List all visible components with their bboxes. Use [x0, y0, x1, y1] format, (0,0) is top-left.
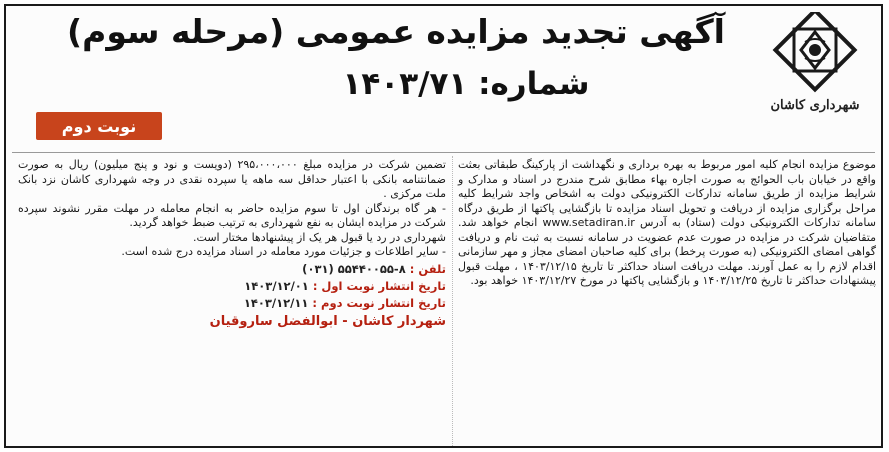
municipality-logo	[751, 12, 879, 122]
forfeit-paragraph: - هر گاه برندگان اول تا سوم مزایده حاضر به انجام معامله در مهلت مقرر نشوند سپرده شرکت در مزایده ایشان به نفع شهرداری به ترتیب ضبط خواهد گردید.	[18, 201, 446, 229]
first-date-value: ۱۴۰۳/۱۲/۰۱	[244, 278, 309, 293]
kashan-emblem-icon	[767, 12, 863, 96]
notice-number: شماره: ۱۴۰۳/۷۱	[342, 66, 590, 102]
first-publish-line	[18, 278, 446, 294]
second-date-label: تاریخ انتشار نوبت دوم :	[312, 295, 446, 310]
details-paragraph: - سایر اطلاعات و جزئیات مورد معامله در اسناد مزایده درج شده است.	[121, 245, 446, 258]
column-divider	[452, 156, 453, 446]
left-column	[18, 158, 446, 329]
second-publish-line	[18, 295, 446, 311]
rejection-paragraph: شهرداری در رد یا قبول هر یک از پیشنهادها مختار است.	[193, 230, 446, 244]
right-column	[458, 158, 876, 289]
notice-frame	[4, 4, 883, 448]
phone-value: ۸-۵۵۴۴۰۰۵۵ (۰۳۱)	[302, 261, 406, 276]
subject-paragraph: موضوع مزایده انجام کلیه امور مربوط به بهره برداری و نگهداشت از پارکینگ طبقاتی بعثت واقع در خیابان باب الحوائج به صورت اجاره بهاء مطابق شرح مندرج در اسناد و مدارک و شرایط مزایده از طریق سامانه تدارکات الکترونیکی دولت به اشخاص واجد شرایط کلیه مراحل برگزاری مزایده از دریافت و تحویل اسناد مزایده تا بازگشایی پاکتها از طریق درگاه سامانه تدارکات الکترونیکی دولت (ستاد) به آدرس www.setadiran.ir انجام خواهد شد. متقاضیان شرکت در مزایده در صورت عدم عضویت در سامانه نسبت به ثبت نام و دریافت گواهی امضای الکترونیکی (به صورت پرخط) برای کلیه صاحبان امضای مجاز و مهر سازمانی اقدام لازم را به عمل آورند. مهلت دریافت اسناد حداکثر تا تاریخ ۱۴۰۳/۱۲/۱۵ ، مهلت قبول پیشنهادات حداکثر تا تاریخ ۱۴۰۳/۱۲/۲۵ و بازگشایی پاکتها در مورخ ۱۴۰۳/۱۲/۲۷ خواهد بود.	[458, 158, 877, 287]
second-date-value: ۱۴۰۳/۱۲/۱۱	[243, 295, 309, 310]
first-date-label: تاریخ انتشار نوبت اول :	[312, 278, 446, 293]
header-divider	[12, 152, 875, 153]
guarantee-paragraph: تضمین شرکت در مزایده مبلغ ۲۹۵،۰۰۰،۰۰۰ (دویست و نود و پنج میلیون) ریال به صورت ضمانتنامه بانکی با اعتبار حداقل سه ماهه یا سپرده نقدی در وجه شهرداری کاشان نزد بانک ملت مرکزی .	[18, 158, 446, 200]
phone-line	[18, 261, 446, 277]
round-badge: نوبت دوم	[36, 112, 162, 140]
mayor-signature: شهردار کاشان - ابوالفضل ساروقیان	[209, 313, 446, 329]
logo-caption: شهرداری کاشان	[770, 98, 860, 113]
notice-title: آگهی تجدید مزایده عمومی (مرحله سوم)	[67, 12, 725, 51]
phone-label: تلفن :	[409, 261, 446, 276]
